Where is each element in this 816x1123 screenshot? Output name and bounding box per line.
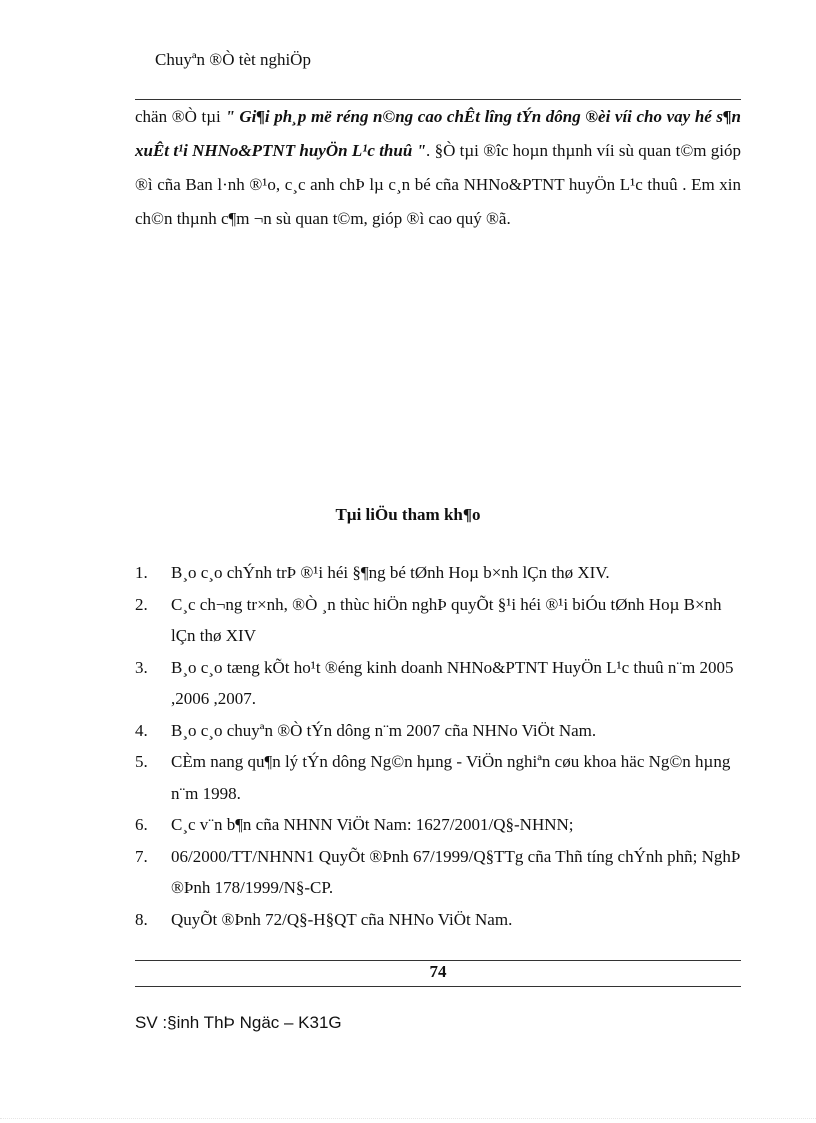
reference-item	[135, 904, 741, 936]
reference-number: 6.	[135, 815, 148, 834]
footer-student: SV :§inh ThÞ Ngäc – K31G	[135, 1013, 342, 1032]
reference-item	[135, 557, 741, 589]
body-paragraph	[135, 100, 741, 236]
reference-number: 3.	[135, 657, 148, 677]
reference-item	[135, 715, 741, 747]
reference-number: 5.	[135, 752, 148, 771]
page-edge-divider	[0, 1118, 816, 1119]
reference-text: 06/2000/TT/NHNN1 QuyÕt ®Þnh 67/1999/Q§TTg cña Thñ tíng chÝnh phñ; NghÞ ®Þnh 178/1999/N§-CP.	[171, 846, 741, 897]
reference-item	[135, 809, 741, 841]
reference-number: 7.	[135, 846, 148, 866]
references-heading: Tµi liÖu tham kh¶o	[335, 505, 481, 524]
reference-text: QuyÕt ®Þnh 72/Q§-H§QT cña NHNo ViÖt Nam.	[171, 909, 513, 929]
reference-text: B¸o c¸o tæng kÕt ho¹t ®éng kinh doanh NHNo&PTNT HuyÖn L¹c thuû n¨m 2005 ,2006 ,2007.	[171, 657, 734, 708]
reference-text: C¸c ch¬ng tr×nh, ®Ò ¸n thùc hiÖn nghÞ quyÕt §¹i héi ®¹i biÓu tØnh Hoµ B×nh lÇn thø XIV	[171, 594, 722, 645]
running-header-title: Chuyªn ®Ò tèt nghiÖp	[155, 50, 311, 69]
reference-text: CÈm nang qu¶n lý tÝn dông Ng©n hµng - ViÖn nghiªn cøu khoa häc Ng©n hµng n¨m 1998.	[171, 752, 731, 803]
reference-number: 1.	[135, 563, 148, 582]
paragraph-start: chän ®Ò tµi	[135, 107, 226, 126]
footer-rule-bottom	[135, 986, 741, 987]
reference-number: 2.	[135, 594, 148, 614]
reference-number: 4.	[135, 720, 148, 740]
reference-number: 8.	[135, 909, 148, 929]
reference-list	[135, 557, 741, 935]
reference-text: B¸o c¸o chÝnh trÞ ®¹i héi §¶ng bé tØnh Hoµ b×nh lÇn thø XIV.	[171, 563, 610, 582]
reference-item	[135, 589, 741, 652]
reference-item	[135, 652, 741, 715]
page-number: 74	[429, 962, 447, 981]
thesis-title: " Gi¶i ph¸p më réng n©ng cao chÊt lîng tÝn dông ®èi víi cho vay hé s¶n xuÊt t¹i NHNo&PTNT huyÖn L¹c thuû "	[135, 107, 742, 160]
reference-text: B¸o c¸o chuyªn ®Ò tÝn dông n¨m 2007 cña NHNo ViÖt Nam.	[171, 720, 597, 740]
footer-rule-top	[135, 960, 741, 961]
paragraph-rest: . §Ò tµi ®îc hoµn thµnh víi sù quan t©m gióp ®ì cña Ban l·nh ®¹o, c¸c anh chÞ lµ c¸n bé cña NHNo&PTNT huyÖn L¹c thuû . Em xin ch©n thµnh c¶m ¬n sù quan t©m, gióp ®ì cao quý ®ã.	[135, 141, 741, 228]
reference-text: C¸c v¨n b¶n cña NHNN ViÖt Nam: 1627/2001/Q§-NHNN;	[171, 815, 574, 834]
reference-item	[135, 746, 741, 809]
reference-item	[135, 841, 741, 904]
